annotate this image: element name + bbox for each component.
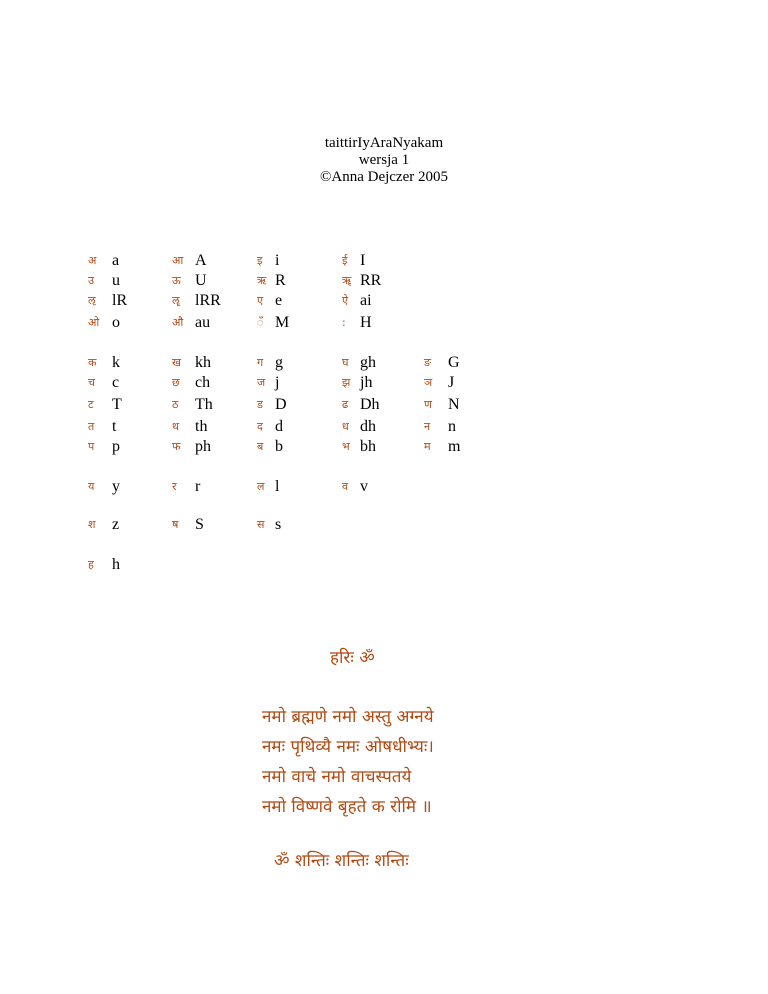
devanagari-glyph: ऐ [342, 294, 349, 307]
devanagari-glyph: ॡ [172, 294, 180, 307]
latin-transliteration: p [112, 438, 120, 455]
devanagari-glyph: ॠ [342, 274, 352, 287]
copyright-line: ©Anna Dejczer 2005 [319, 169, 448, 185]
latin-transliteration: b [275, 438, 283, 455]
invocation-line: हरिः ॐ [330, 648, 375, 668]
devanagari-glyph: छ [172, 376, 180, 389]
devanagari-glyph: ँ [257, 316, 264, 329]
devanagari-glyph: ल [257, 480, 265, 493]
latin-transliteration: S [195, 516, 204, 533]
devanagari-glyph: द [257, 420, 263, 433]
latin-transliteration: A [195, 252, 207, 269]
devanagari-glyph: आ [172, 254, 184, 267]
latin-transliteration: a [112, 252, 120, 269]
latin-transliteration: m [448, 438, 461, 455]
latin-transliteration: kh [195, 354, 211, 371]
devanagari-glyph: ग [257, 356, 264, 369]
devanagari-glyph: ङ [424, 356, 432, 369]
devanagari-glyph: ई [342, 254, 348, 267]
devanagari-glyph: ऋ [257, 274, 267, 287]
latin-transliteration: au [195, 314, 211, 331]
verse-line-1: नमो ब्रह्मणे नमो अस्तु अग्नये [262, 707, 434, 727]
devanagari-glyph: ए [257, 294, 264, 307]
verse-line-2: नमः पृथिव्यै नमः ओषधीभ्यः। [262, 737, 434, 757]
latin-transliteration: s [275, 516, 282, 533]
verse-line-4: नमो विष्णवे बृहते क रोमि ॥ [262, 797, 432, 817]
latin-transliteration: gh [360, 354, 376, 371]
latin-transliteration: h [112, 556, 120, 573]
latin-transliteration: g [275, 354, 283, 371]
latin-transliteration: th [195, 418, 208, 435]
devanagari-glyph: घ [342, 356, 349, 369]
devanagari-glyph: ऌ [88, 294, 96, 307]
latin-transliteration: n [448, 418, 456, 435]
latin-transliteration: RR [360, 272, 382, 289]
latin-transliteration: M [275, 314, 290, 331]
document-header [0, 135, 768, 186]
latin-transliteration: lRR [195, 292, 221, 309]
devanagari-glyph: ड [257, 398, 263, 411]
devanagari-glyph: ठ [172, 398, 179, 411]
latin-transliteration: e [275, 292, 283, 309]
devanagari-glyph: भ [342, 440, 350, 453]
latin-transliteration: ch [195, 374, 211, 391]
devanagari-glyph: श [88, 518, 96, 531]
devanagari-glyph: य [88, 480, 95, 493]
devanagari-glyph: ऊ [172, 274, 181, 287]
latin-transliteration: H [360, 314, 372, 331]
devanagari-glyph: इ [257, 254, 263, 267]
latin-transliteration: c [112, 374, 120, 391]
devanagari-glyph: ष [172, 518, 179, 531]
latin-transliteration: T [112, 396, 122, 413]
document-title: taittirIyAraNyakam [324, 135, 444, 151]
latin-transliteration: D [275, 396, 287, 413]
latin-transliteration: ai [360, 292, 372, 309]
latin-transliteration: t [112, 418, 117, 435]
devanagari-glyph: क [88, 356, 97, 369]
devanagari-glyph: च [88, 376, 95, 389]
devanagari-glyph: व [342, 480, 349, 493]
latin-transliteration: N [448, 396, 460, 413]
latin-transliteration: J [448, 374, 455, 391]
latin-transliteration: Dh [360, 396, 380, 413]
devanagari-glyph: ओ [88, 316, 100, 329]
latin-transliteration: d [275, 418, 283, 435]
devanagari-glyph: : [342, 316, 346, 329]
latin-transliteration: G [448, 354, 460, 371]
latin-transliteration: k [112, 354, 120, 371]
latin-transliteration: o [112, 314, 120, 331]
devanagari-glyph: न [424, 420, 431, 433]
devanagari-glyph: ब [257, 440, 264, 453]
devanagari-glyph: र [172, 480, 177, 493]
latin-transliteration: i [275, 252, 280, 269]
latin-transliteration: dh [360, 418, 376, 435]
devanagari-glyph: ण [424, 398, 432, 411]
closing-line: ॐ शन्तिः शन्तिः शन्तिः [274, 851, 409, 871]
devanagari-glyph: थ [172, 420, 180, 433]
latin-transliteration: bh [360, 438, 376, 455]
devanagari-glyph: ह [88, 558, 94, 571]
devanagari-glyph: औ [172, 316, 184, 329]
devanagari-glyph: ज [257, 376, 266, 389]
latin-transliteration: z [112, 516, 120, 533]
devanagari-glyph: झ [342, 376, 351, 389]
devanagari-glyph: उ [88, 274, 95, 287]
devanagari-glyph: फ [172, 440, 181, 453]
devanagari-glyph: म [424, 440, 431, 453]
latin-transliteration: ph [195, 438, 211, 455]
latin-transliteration: j [275, 374, 280, 391]
verse-line-3: नमो वाचे नमो वाचस्पतये [262, 767, 412, 787]
latin-transliteration: r [195, 478, 201, 495]
latin-transliteration: U [195, 272, 207, 289]
latin-transliteration: l [275, 478, 280, 495]
latin-transliteration: jh [360, 374, 373, 391]
devanagari-glyph: ध [342, 420, 349, 433]
latin-transliteration: v [360, 478, 368, 495]
devanagari-glyph: ढ [342, 398, 349, 411]
latin-transliteration: I [360, 252, 366, 269]
document-version: wersja 1 [358, 152, 410, 168]
latin-transliteration: u [112, 272, 120, 289]
devanagari-glyph: त [88, 420, 95, 433]
latin-transliteration: R [275, 272, 286, 289]
devanagari-glyph: अ [88, 254, 97, 267]
devanagari-glyph: प [88, 440, 95, 453]
latin-transliteration: lR [112, 292, 128, 309]
latin-transliteration: Th [195, 396, 213, 413]
devanagari-glyph: ट [88, 398, 94, 411]
devanagari-glyph: ख [172, 356, 181, 369]
devanagari-glyph: ञ [424, 376, 433, 389]
devanagari-glyph: स [257, 518, 265, 531]
latin-transliteration: y [112, 478, 120, 495]
